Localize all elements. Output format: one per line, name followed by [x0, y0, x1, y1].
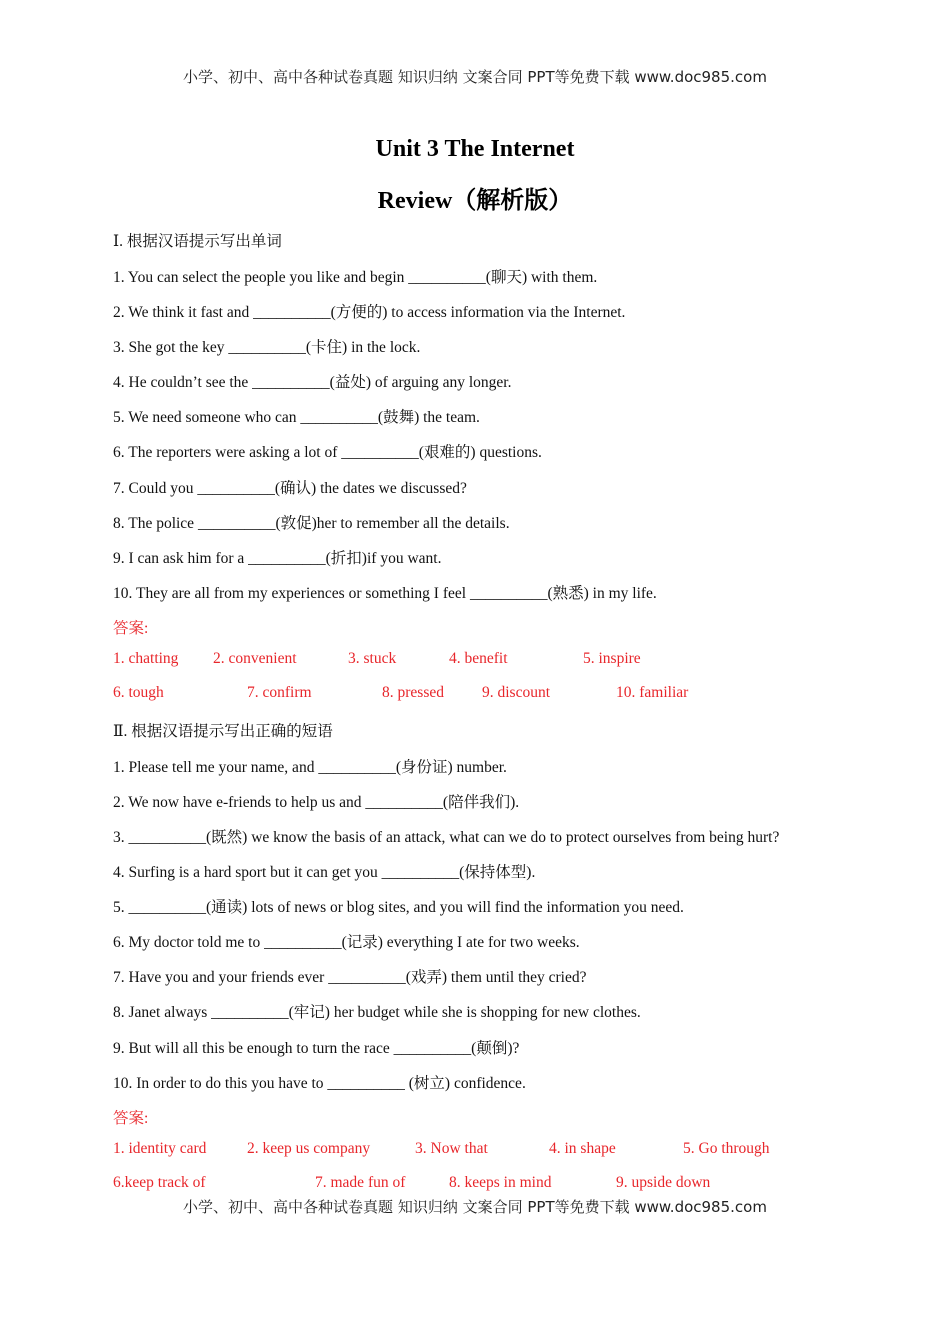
document-title: Unit 3 The Internet [375, 136, 575, 162]
section-1-answer-10: 10. familiar [616, 684, 689, 701]
section-1-question-9: 9. I can ask him for a __________(折扣)if you want. [113, 550, 442, 567]
section-2-answer-3: 3. Now that [415, 1140, 488, 1157]
section-2-answer-2: 2. keep us company [247, 1140, 371, 1157]
page-header: 小学、初中、高中各种试卷真题 知识归纳 文案合同 PPT等免费下载 www.doc985.com [183, 68, 767, 86]
section-1-question-2: 2. We think it fast and __________(方便的) to access information via the Internet. [113, 304, 626, 321]
section-2-question-3: 3. __________(既然) we know the basis of an attack, what can we do to protect ourselves from being hurt? [113, 829, 780, 846]
section-1-question-6: 6. The reporters were asking a lot of __________(艰难的) questions. [113, 444, 542, 461]
section-1-answer-1: 1. chatting [113, 650, 179, 667]
section-2-answer-6: 6.keep track of [113, 1174, 206, 1191]
section-1-answer-5: 5. inspire [583, 650, 641, 667]
section-1-heading: Ⅰ. 根据汉语提示写出单词 [113, 233, 282, 250]
section-2-question-8: 8. Janet always __________(牢记) her budget while she is shopping for new clothes. [113, 1004, 641, 1021]
section-2-question-7: 7. Have you and your friends ever __________(戏弄) them until they cried? [113, 969, 587, 986]
section-1-answer-label: 答案: [113, 620, 149, 637]
section-2-question-10: 10. In order to do this you have to __________ (树立) confidence. [113, 1075, 526, 1092]
section-1-question-7: 7. Could you __________(确认) the dates we discussed? [113, 480, 467, 497]
section-2-question-9: 9. But will all this be enough to turn the race __________(颠倒)? [113, 1040, 520, 1057]
section-1-answer-3: 3. stuck [348, 650, 397, 667]
section-2-question-1: 1. Please tell me your name, and __________(身份证) number. [113, 759, 507, 776]
section-2-answer-label: 答案: [113, 1110, 149, 1127]
section-2-question-2: 2. We now have e-friends to help us and __________(陪伴我们). [113, 794, 520, 811]
document-subtitle: Review（解析版） [377, 188, 573, 214]
section-2-question-4: 4. Surfing is a hard sport but it can get you __________(保持体型). [113, 864, 536, 881]
section-1-answer-9: 9. discount [482, 684, 551, 701]
section-2-question-6: 6. My doctor told me to __________(记录) everything I ate for two weeks. [113, 934, 580, 951]
section-2-answer-1: 1. identity card [113, 1140, 207, 1157]
section-1-question-10: 10. They are all from my experiences or something I feel __________(熟悉) in my life. [113, 585, 657, 602]
section-2-answer-8: 8. keeps in mind [449, 1174, 552, 1191]
section-1-answer-8: 8. pressed [382, 684, 444, 701]
section-1-answer-2: 2. convenient [213, 650, 297, 667]
section-2-answer-9: 9. upside down [616, 1174, 711, 1191]
section-2-heading: Ⅱ. 根据汉语提示写出正确的短语 [113, 723, 333, 740]
page-footer: 小学、初中、高中各种试卷真题 知识归纳 文案合同 PPT等免费下载 www.doc985.com [183, 1198, 767, 1216]
section-1-answer-7: 7. confirm [247, 684, 312, 701]
section-2-answer-4: 4. in shape [549, 1140, 616, 1157]
section-2-answer-7: 7. made fun of [315, 1174, 406, 1191]
section-1-question-5: 5. We need someone who can __________(鼓舞) the team. [113, 409, 480, 426]
section-1-question-4: 4. He couldn’t see the __________(益处) of arguing any longer. [113, 374, 512, 391]
section-1-answer-4: 4. benefit [449, 650, 508, 667]
section-2-answer-5: 5. Go through [683, 1140, 770, 1157]
section-1-question-3: 3. She got the key __________(卡住) in the lock. [113, 339, 421, 356]
section-1-question-1: 1. You can select the people you like and begin __________(聊天) with them. [113, 269, 598, 286]
section-1-question-8: 8. The police __________(敦促)her to remember all the details. [113, 515, 510, 532]
section-1-answer-6: 6. tough [113, 684, 164, 701]
section-2-question-5: 5. __________(通读) lots of news or blog sites, and you will find the information you need. [113, 899, 684, 916]
